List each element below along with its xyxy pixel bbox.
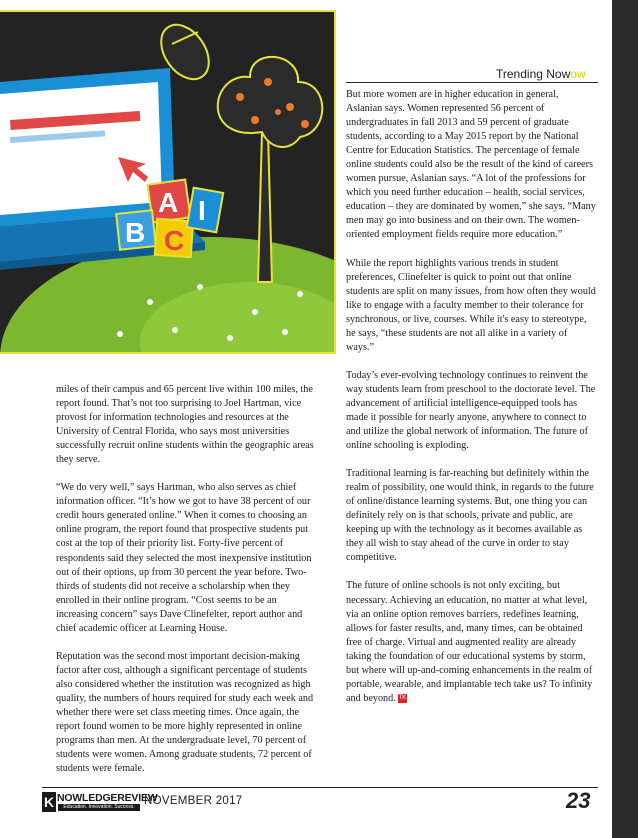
block-b-letter: B (125, 217, 146, 248)
right-paragraph: But more women are in higher education in general, Aslanian says. Women represented 56 percent of undergraduates in fall 2013 and 59 percent of graduate students, according to a May 2015 report by the National Centre for Education Statistics. The percentage of female online students could also be the result of the kind of careers women pursue, Aslanian says. “A lot of the professions for which you need further education – health, social services, education – they are dominated by women,” she says. “Many men may go into business and on their own. The women-oriented employment fields require more education.” (346, 89, 596, 241)
header-rule (346, 82, 598, 83)
right-paragraph: While the report highlights various trends in student preferences, Clinefelter is quick to point out that online students are split on many issues, from how often they would like to engage with a faculty member to their tolerance for synchronous, or live, courses. While it's easy to stereotype, he says, “these students are not all alike in a variety of ways.” (346, 257, 596, 353)
left-paragraph: miles of their campus and 65 percent live within 100 miles, the report found. That’s not too surprising to Joel Hartman, vice provost for information technologies and resources at the University of Central Florida, who says most universities successfully recruit online students within the geographic areas they serve. (56, 384, 314, 466)
trending-now-label: Trending Nowow (496, 67, 586, 81)
block-b (116, 210, 156, 250)
left-paragraph: Reputation was the second most important decision-making factor after cost, although a significant percentage of students also considered whether the institution was recognized as high quality, the numbers of hours required for study each week and whether there were set class meeting times. Once again, the report found women to be more highly represented in online programs than men. At the undergraduate level, 70 percent of students were women. Among graduate students, 72 percent of students were female. (56, 650, 314, 775)
right-column (346, 88, 596, 720)
logo-tagline: Education. Innovation. Success. (58, 804, 140, 811)
block-a-letter: A (158, 187, 179, 218)
right-paragraph (346, 579, 596, 705)
knowledge-review-logo (42, 792, 158, 812)
issue-date: NOVEMBER 2017 (144, 795, 243, 807)
illustration-graphic (0, 12, 336, 354)
left-column (56, 383, 314, 790)
block-a (148, 180, 191, 223)
left-paragraph: “We do very well,” says Hartman, who also serves as chief information officer. “It’s how we got to have 38 percent of our credit hours generated online.” When it comes to choosing an online program, the report found that prospective students put cost at the top of their priority list. Forty-five percent of respondents said they selected the most inexpensive institution out of their options, up from 30 percent the year before. Two-thirds of students did not receive a scholarship when they enrolled in their online program. “Cost seems to be an increasing concern” says Dave Clinefelter, report author and chief academic officer at Learning House. (56, 482, 312, 634)
logo-k: K (43, 794, 55, 810)
block-c-letter: C (164, 225, 185, 256)
right-paragraph: Today’s ever-evolving technology continues to reinvent the way students learn from preschool to the doctorate level. The advancement of artificial intelligence-equipped tools has made it possible for nearly anyone, anywhere to connect to and utilize the global network of information. The future of online schooling is exploding. (346, 369, 596, 452)
end-of-article-mark: TK (398, 694, 407, 701)
right-edge-bar (612, 0, 638, 838)
footer-rule (42, 787, 598, 788)
block-i-letter: I (198, 195, 206, 226)
right-paragraph: Traditional learning is far-reaching but definitely within the realm of possibility, one would think, in regards to the future of online/distance learning systems. But, one thing you can definitely rely on is that schools, private and public, are keeping up with the technology as it becomes available as they all wish to stay ahead of the curve in order to stay competitive. (346, 468, 594, 564)
page-number: 23 (566, 788, 591, 813)
final-paragraph-text: The future of online schools is not only exciting, but necessary. Achieving an education, no matter at what level, via an online option removes barriers, redefines learning, allows for faster results, and, many times, can be obtained free of charge. Virtual and augmented reality are already taking the foundation of our educational systems by storm, but where will up-and-coming enhancements in the realm of portable, wearable, and implantable tech take us? To infinity and beyond. (346, 580, 593, 704)
logo-wordmark: NOWLEDGEREVIEW (57, 792, 158, 804)
online-learning-illustration (0, 10, 336, 354)
block-i (187, 188, 223, 233)
